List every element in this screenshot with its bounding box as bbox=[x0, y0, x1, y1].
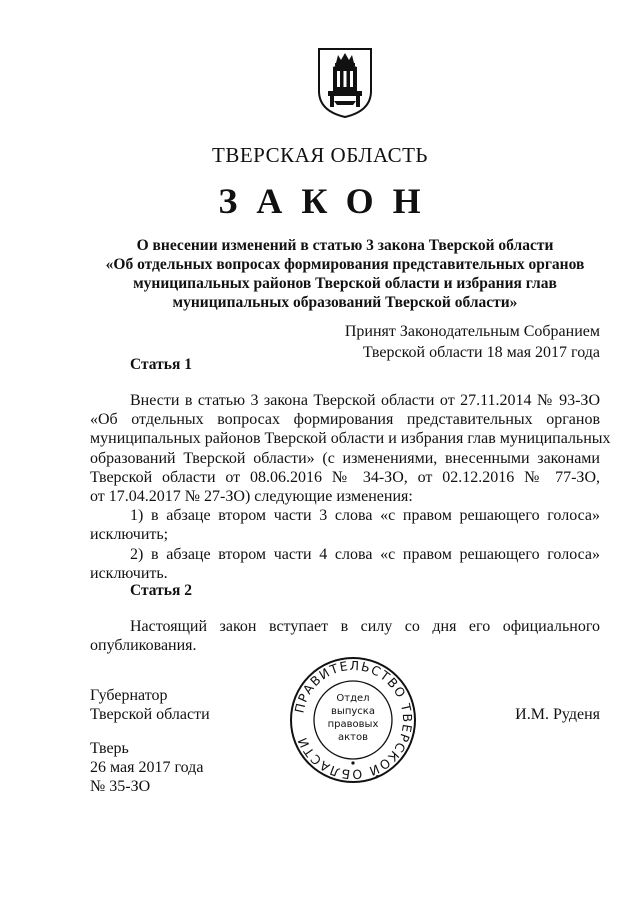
paragraph-line: опубликования. bbox=[90, 637, 197, 655]
tver-coat-of-arms-icon bbox=[317, 47, 373, 119]
title-line: муниципальных образований Тверской области» bbox=[172, 294, 518, 311]
title-line: О внесении изменений в статью 3 закона Тверской области bbox=[136, 237, 554, 254]
paragraph-line: образований Тверской области» (с изменениями, внесенными законами bbox=[90, 449, 600, 467]
paragraph-line: Внести в статью 3 закона Тверской области от 27.11.2014 № 93-ЗО bbox=[130, 392, 600, 409]
official-stamp bbox=[288, 655, 418, 785]
article-2-text bbox=[90, 617, 600, 655]
paragraph-line: муниципальных районов Тверской области и избрания глав муниципальных bbox=[90, 430, 611, 448]
adoption-line: Принят Законодательным Собранием bbox=[344, 323, 600, 340]
list-item-line: исключить; bbox=[90, 526, 169, 544]
paragraph-line: «Об отдельных вопросах формирования представительных органов bbox=[90, 411, 600, 429]
stamp-ring-textpath: ПРАВИТЕЛЬСТВО ТВЕРСКОЙ ОБЛАСТИ bbox=[291, 657, 416, 783]
article-1-heading: Статья 1 bbox=[130, 356, 192, 373]
paragraph-line: от 17.04.2017 № 27-ЗО) следующие изменения: bbox=[90, 488, 413, 506]
adoption-note bbox=[345, 321, 600, 363]
issue-number: № 35-ЗО bbox=[90, 778, 151, 795]
stamp-center-line: выпуска bbox=[331, 706, 375, 717]
list-item-line: 1) в абзаце втором части 3 слова «с правом решающего голоса» bbox=[130, 507, 600, 525]
article-2-heading: Статья 2 bbox=[130, 582, 192, 599]
position-line: Губернатор bbox=[90, 687, 168, 704]
title-line: муниципальных районов Тверской области и избрания глав bbox=[133, 275, 557, 292]
paragraph-line: Настоящий закон вступает в силу со дня его официального bbox=[130, 618, 600, 635]
issue-city: Тверь bbox=[90, 740, 129, 757]
law-title bbox=[90, 236, 600, 312]
document-type: ЗАКОН bbox=[218, 181, 440, 221]
adoption-line: Тверской области 18 мая 2017 года bbox=[362, 344, 600, 361]
title-line: «Об отдельных вопросах формирования представительных органов bbox=[105, 256, 585, 273]
position-line: Тверской области bbox=[90, 706, 210, 723]
list-item-line: 2) в абзаце втором части 4 слова «с правом решающего голоса» bbox=[130, 545, 600, 563]
stamp-center-line: правовых bbox=[327, 719, 379, 730]
paragraph-line: Тверской области от 08.06.2016 № 34-ЗО, от 02.12.2016 № 77-ЗО, bbox=[90, 468, 600, 486]
stamp-center-line: актов bbox=[337, 732, 369, 743]
article-1-text bbox=[90, 391, 611, 583]
issue-date: 26 мая 2017 года bbox=[90, 759, 204, 776]
region-name: ТВЕРСКАЯ ОБЛАСТЬ bbox=[212, 143, 428, 167]
stamp-center-line: Отдел bbox=[336, 693, 370, 704]
signatory-position bbox=[90, 686, 210, 724]
issue-details bbox=[90, 739, 203, 796]
list-item-line: исключить. bbox=[90, 564, 168, 582]
signatory-name: И.М. Руденя bbox=[515, 706, 600, 723]
